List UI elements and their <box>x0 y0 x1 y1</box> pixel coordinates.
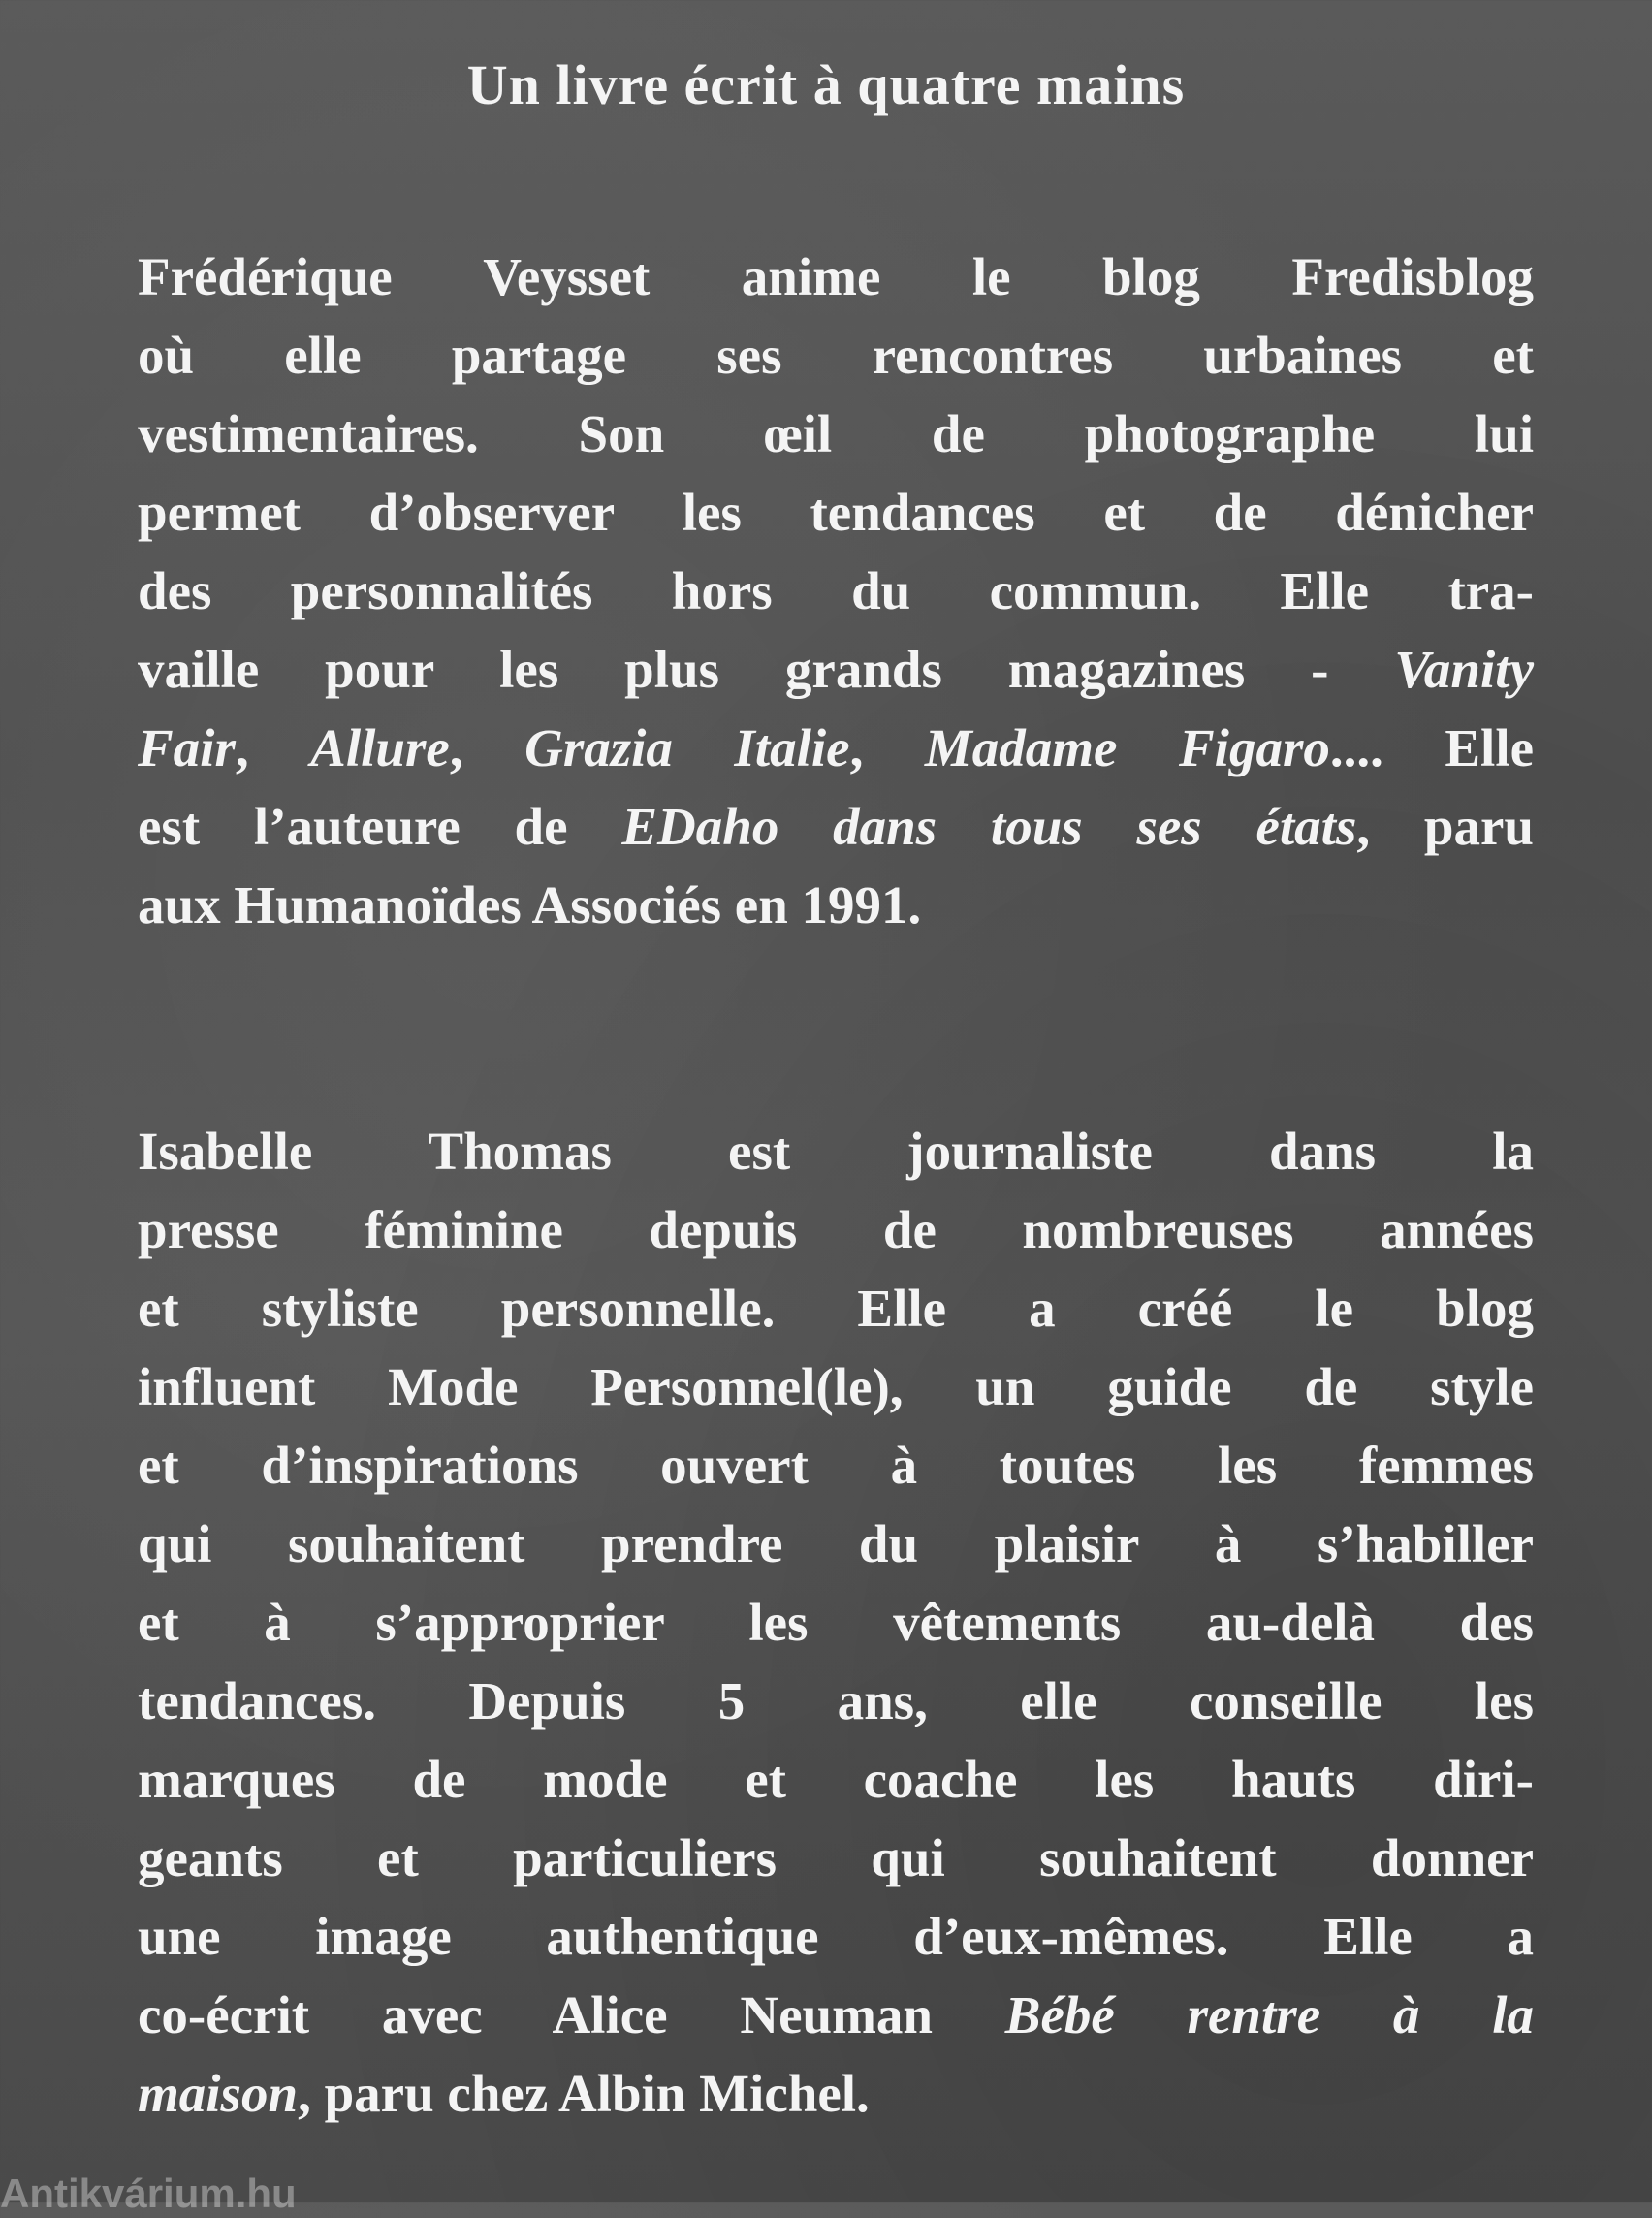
bio-line: geants et particuliers qui souhaitent donner <box>138 1828 1534 1887</box>
bio-line: Isabelle Thomas est journaliste dans la <box>138 1122 1534 1181</box>
bio-text: , paru chez Albin Michel. <box>298 2064 870 2123</box>
book-title: maison <box>138 2064 299 2123</box>
bio-line: vestimentaires. Son œil de photographe lui <box>138 404 1534 463</box>
bio-line <box>138 2054 1534 2133</box>
bio-line: tendances. Depuis 5 ans, elle conseille les <box>138 1671 1534 1730</box>
bio-line <box>138 1976 1534 2054</box>
bio-text: , <box>449 718 525 777</box>
bio-line: permet d’observer les tendances et de dénicher <box>138 483 1534 542</box>
bio-line: Frédérique Veysset anime le blog Fredisblog <box>138 247 1534 306</box>
magazine-title: Grazia Italie <box>524 718 850 777</box>
bio-text: co-écrit avec Alice Neuman <box>138 1985 1005 2044</box>
bio-line: presse féminine depuis de nombreuses années <box>138 1200 1534 1259</box>
author-bio-isabelle-thomas <box>138 1112 1534 2133</box>
bio-text: .... Elle <box>1329 718 1535 777</box>
cover-heading: Un livre écrit à quatre mains <box>466 53 1186 116</box>
bio-line: une image authentique d’eux-mêmes. Elle a <box>138 1907 1534 1966</box>
bio-line: et d’inspirations ouvert à toutes les femmes <box>138 1436 1534 1495</box>
bio-line: et styliste personnelle. Elle a créé le blog <box>138 1279 1534 1338</box>
author-bio-frederique-veysset <box>138 238 1534 944</box>
magazine-title: Vanity <box>1394 640 1534 699</box>
bio-text: , <box>849 718 925 777</box>
bio-line: marques de mode et coache les hauts diri- <box>138 1750 1534 1809</box>
magazine-title: Allure <box>310 718 450 777</box>
book-title: EDaho dans tous ses états <box>621 797 1357 856</box>
bio-line <box>138 787 1534 866</box>
bio-text: , paru <box>1356 797 1535 856</box>
bio-line: et à s’approprier les vêtements au-delà des <box>138 1593 1534 1652</box>
bio-line: influent Mode Personnel(le), un guide de style <box>138 1357 1534 1416</box>
magazine-title: Fair <box>138 718 236 777</box>
bio-line: des personnalités hors du commun. Elle tra- <box>138 561 1534 620</box>
magazine-title: Madame Figaro <box>924 718 1330 777</box>
bio-line <box>138 630 1534 709</box>
bio-line <box>138 709 1534 787</box>
bio-text: , <box>235 718 311 777</box>
bio-text: est l’auteure de <box>138 797 622 856</box>
bio-line: où elle partage ses rencontres urbaines et <box>138 326 1534 385</box>
bio-text: vaille pour les plus grands magazines - <box>138 640 1395 699</box>
bio-line: aux Humanoïdes Associés en 1991. <box>138 875 922 935</box>
bio-line: qui souhaitent prendre du plaisir à s’habiller <box>138 1514 1534 1573</box>
watermark: Antikvárium.hu <box>0 2170 297 2216</box>
book-title: Bébé rentre à la <box>1004 1985 1534 2044</box>
